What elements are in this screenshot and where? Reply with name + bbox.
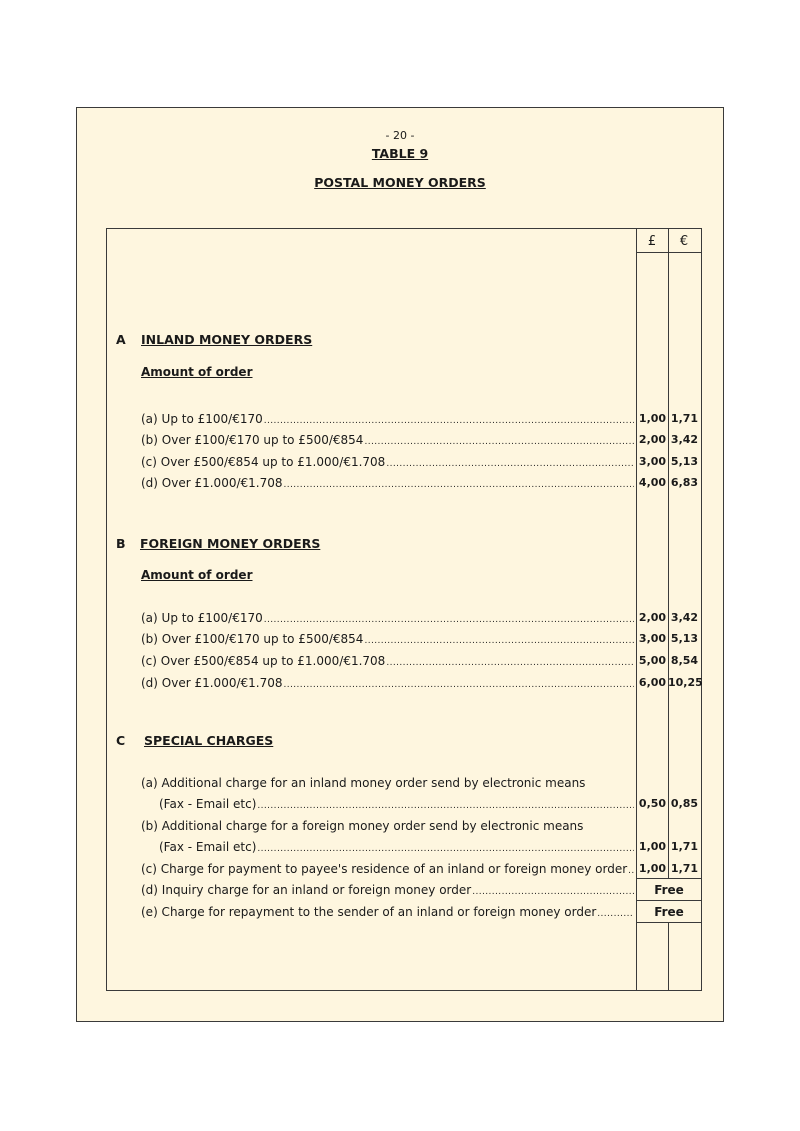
section-c-row: (c) Charge for payment to payee's residence of an inland or foreign money order ..... — [141, 861, 634, 879]
section-c-row-eur: 1,71 — [670, 840, 699, 853]
section-a-row-gbp: 4,00 — [638, 476, 667, 489]
section-c-name: SPECIAL CHARGES — [144, 733, 274, 748]
section-c-row: (b) Additional charge for a foreign money order send by electronic means — [141, 819, 584, 833]
section-b-row-eur: 3,42 — [670, 611, 699, 624]
section-b-letter: B — [116, 536, 126, 551]
section-a-row-gbp: 3,00 — [638, 455, 667, 468]
free-row-rule-1 — [636, 878, 702, 879]
section-b-row-gbp: 3,00 — [638, 632, 667, 645]
section-b-row-gbp: 2,00 — [638, 611, 667, 624]
section-b-row-gbp: 6,00 — [638, 676, 667, 689]
section-b-name: FOREIGN MONEY ORDERS — [140, 536, 321, 551]
section-a-row-gbp: 2,00 — [638, 433, 667, 446]
gbp-header: £ — [647, 234, 657, 249]
section-a-row: (c) Over £500/€854 up to £1.000/€1.708 ..... — [141, 454, 634, 472]
section-b-row-eur: 10,25 — [668, 676, 703, 689]
section-b-row-gbp: 5,00 — [638, 654, 667, 667]
section-b-row-eur: 8,54 — [670, 654, 699, 667]
table-label: TABLE 9 — [371, 146, 429, 161]
section-a-subheading: Amount of order — [141, 365, 253, 379]
section-a-row-eur: 5,13 — [670, 455, 699, 468]
section-b-row: (a) Up to £100/€170 ..... — [141, 610, 634, 628]
eur-column-divider-lower — [668, 922, 669, 991]
section-c-letter: C — [116, 733, 126, 748]
section-a-row-eur: 1,71 — [670, 412, 699, 425]
header-rule — [636, 252, 702, 253]
section-c-row-gbp: 1,00 — [638, 862, 667, 875]
section-c-row: (Fax - Email etc) ..... — [159, 839, 634, 857]
section-c-row: (a) Additional charge for an inland money order send by electronic means — [141, 776, 586, 790]
free-row-rule-3 — [636, 922, 702, 923]
section-b-row: (d) Over £1.000/€1.708 ..... — [141, 675, 634, 693]
section-a-row-eur: 6,83 — [670, 476, 699, 489]
section-c-row: (d) Inquiry charge for an inland or foreign money order ..... — [141, 882, 634, 900]
section-a-row: (a) Up to £100/€170 ..... — [141, 411, 634, 429]
table-title: POSTAL MONEY ORDERS — [314, 175, 486, 190]
section-a-name: INLAND MONEY ORDERS — [141, 332, 313, 347]
section-c-row: (e) Charge for repayment to the sender of an inland or foreign money order ..... — [141, 904, 634, 922]
section-a-row: (d) Over £1.000/€1.708 ..... — [141, 475, 634, 493]
section-a-row-eur: 3,42 — [670, 433, 699, 446]
eur-column-divider — [668, 228, 669, 878]
section-c-row: (Fax - Email etc) ..... — [159, 796, 634, 814]
section-c-row-gbp: 1,00 — [638, 840, 667, 853]
free-row-rule-2 — [636, 900, 702, 901]
section-c-row-eur: 1,71 — [670, 862, 699, 875]
section-b-row-eur: 5,13 — [670, 632, 699, 645]
page-number: - 20 - — [385, 129, 415, 142]
section-a-letter: A — [116, 332, 126, 347]
eur-header: € — [679, 234, 689, 249]
section-c-row-free: Free — [654, 883, 684, 897]
section-c-row-gbp: 0,50 — [638, 797, 667, 810]
section-c-row-free: Free — [654, 905, 684, 919]
section-b-row: (c) Over £500/€854 up to £1.000/€1.708 ..... — [141, 653, 634, 671]
section-a-row: (b) Over £100/€170 up to £500/€854 ..... — [141, 432, 634, 450]
section-b-subheading: Amount of order — [141, 568, 253, 582]
section-c-row-eur: 0,85 — [670, 797, 699, 810]
section-a-row-gbp: 1,00 — [638, 412, 667, 425]
section-b-row: (b) Over £100/€170 up to £500/€854 ..... — [141, 631, 634, 649]
